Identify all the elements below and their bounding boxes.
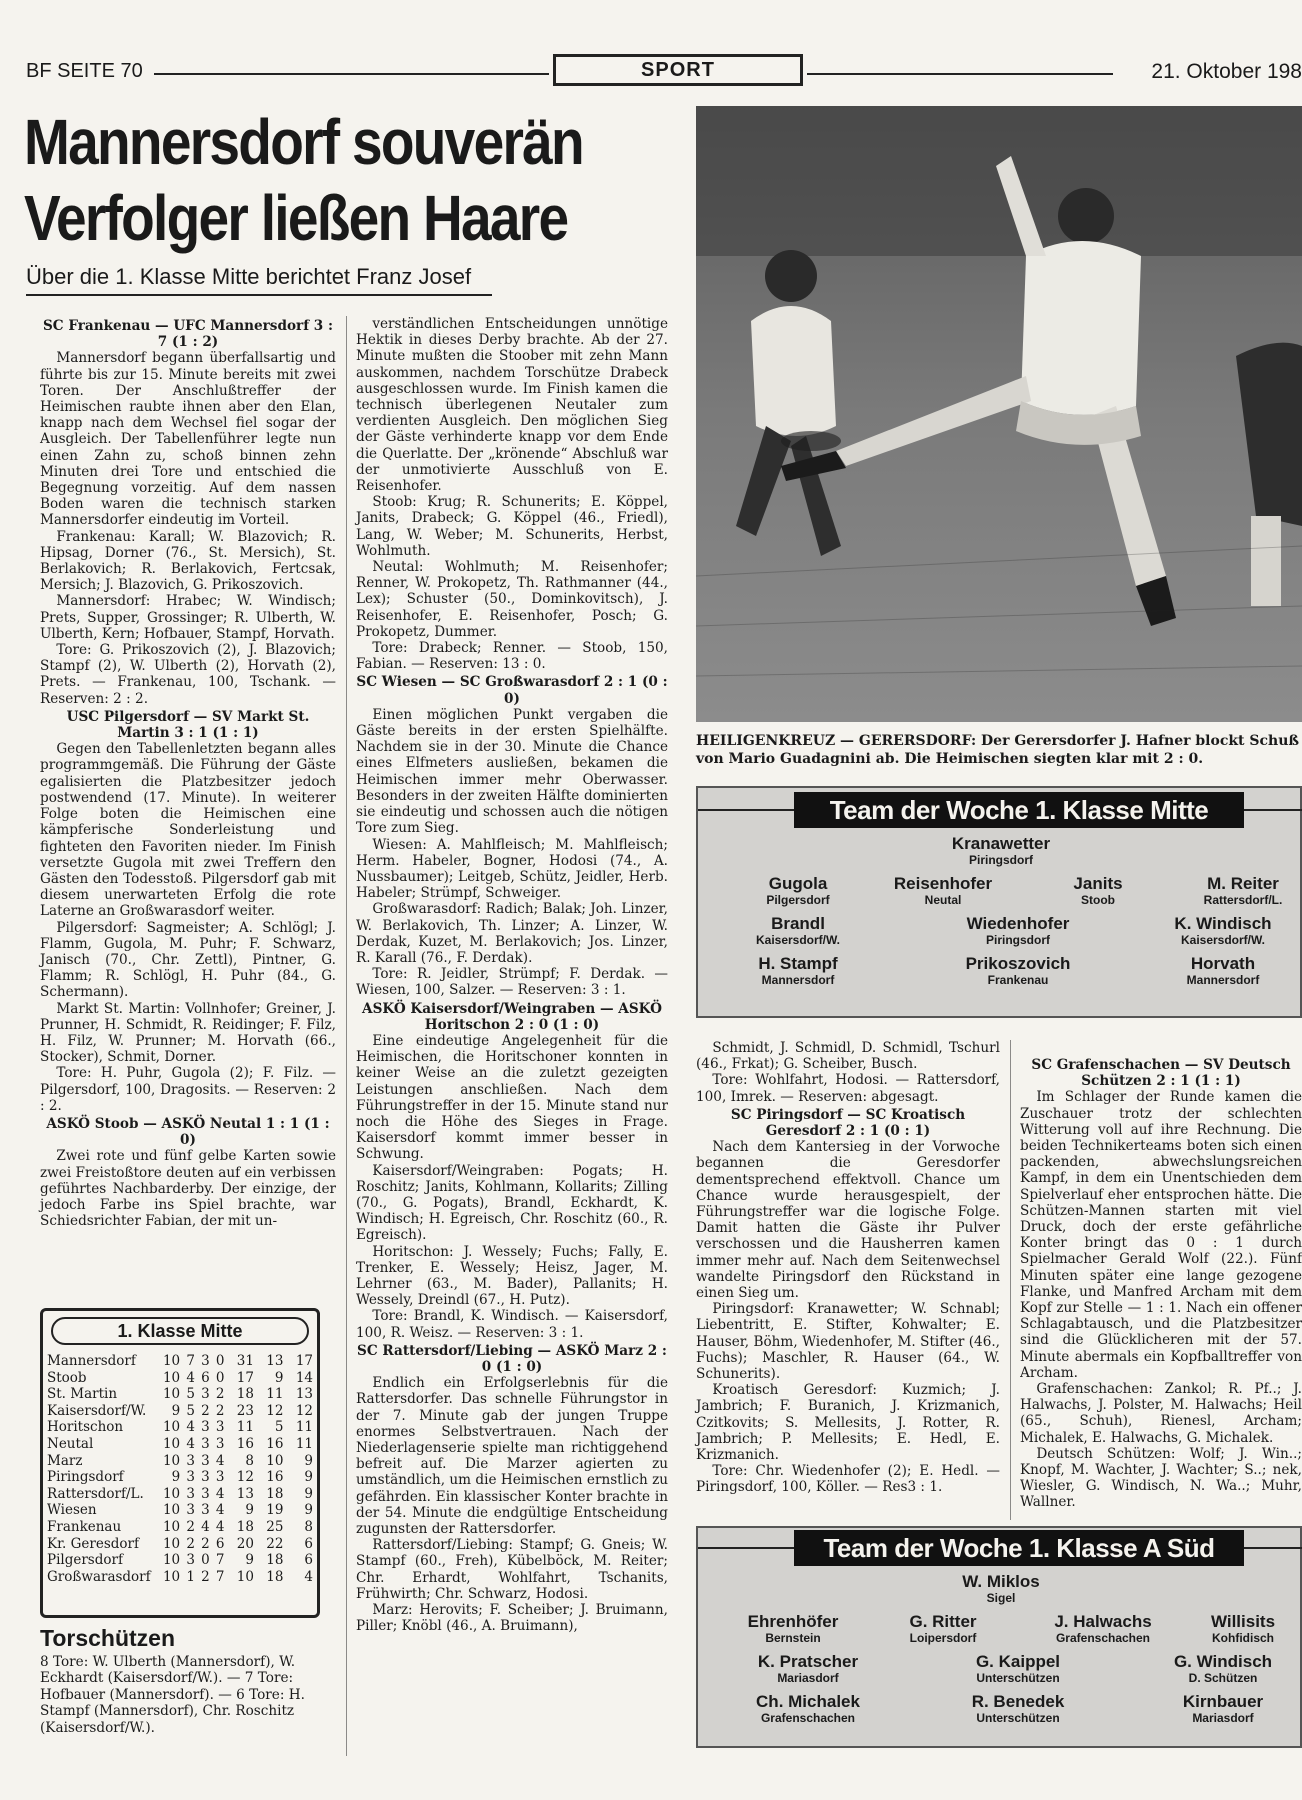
stat-cell: 3 xyxy=(215,1435,225,1452)
player-name: G. Windisch xyxy=(1173,1652,1273,1671)
team-player xyxy=(916,1572,1086,1605)
stat-cell: 4 xyxy=(304,1568,313,1585)
stat-cell: 4 xyxy=(186,1369,195,1386)
stat-cell: 0 xyxy=(215,1353,225,1369)
stat-cell: 2 xyxy=(186,1535,195,1552)
table-row xyxy=(47,1370,313,1387)
stat-cell: 3 xyxy=(186,1552,195,1569)
table-row xyxy=(47,1486,313,1503)
team-title-rule xyxy=(1244,809,1302,811)
player-club: Neutal xyxy=(924,893,962,907)
player-club: Kaisersdorf/W. xyxy=(1180,933,1266,947)
table-row xyxy=(47,1386,313,1403)
stat-cell: 12 xyxy=(266,1402,284,1419)
article-paragraph: verständlichen Entscheidungen unnötige Hektik in dieses Derby brachte. Ab der 27. Minute mußten die Stoober mit zehn Mann auskommen, nachdem Torschütze Drabeck ausgeschlossen wurde. Im Finish kamen die technisch überlegenen Neutaler zum verdienten Ausgleich. Den möglichen Sieg der Gäste verhinderte knapp vor dem Ende die Querlatte. Der „krönende“ Abschluß war der unmotivierte Ausschluß von E. Reisenhofer. xyxy=(356,316,668,495)
team-player xyxy=(1138,1692,1302,1725)
team-of-the-week-mitte xyxy=(696,786,1302,1018)
stat-cell: 22 xyxy=(266,1535,284,1552)
article-paragraph: Wiesen: A. Mahlfleisch; M. Mahlfleisch; Herm. Habeler, Bogner, Hodosi (74., A. Nussbaumer); Leitgeb, Schütz, Jeidler, Herb. Habeler; Strümpf, Schweiger. xyxy=(356,836,668,902)
article-paragraph: Neutal: Wohlmuth; M. Reisenhofer; Renner, W. Prokopetz, Th. Rathmanner (44., Lex); Schuster (50., Dominkovitsch), J. Reisenhofer, E. Reisenhofer, Posch; G. Prokopetz, Dummer. xyxy=(356,559,668,640)
stat-cell: 10 xyxy=(236,1568,254,1585)
page-number: BF SEITE 70 xyxy=(26,60,143,82)
team-name-cell: Kaisersdorf/W. xyxy=(47,1402,147,1419)
top-scorers-title: Torschützen xyxy=(40,1625,176,1651)
team-name-cell: Neutal xyxy=(47,1435,94,1452)
stat-cell: 10 xyxy=(162,1518,181,1535)
article-paragraph: Pilgersdorf: Sagmeister; A. Schlögl; J. Flamm, Gugola, M. Puhr; F. Schwarz, Janisch (70., Chr. Zettl), Pintner, G. Flamm; R. Schlögl, H. Puhr (84., G. Schermann). xyxy=(40,919,336,1001)
stat-cell: 10 xyxy=(162,1369,181,1386)
stat-cell: 2 xyxy=(215,1402,225,1419)
match-heading: USC Pilgersdorf — SV Markt St. Martin 3 : 1 (1 : 1) xyxy=(66,708,310,742)
article-paragraph: Grafenschachen: Zankol; R. Pf..; J. Halwachs, J. Polster, M. Halwachs; Heil (65., Schuh), Rienesl, Archam; Michalek, E. Halwachs, G. Michalek. xyxy=(1020,1381,1302,1446)
table-row xyxy=(47,1569,313,1586)
player-name: Willisits xyxy=(1210,1612,1276,1631)
team-player xyxy=(1138,1652,1302,1685)
team-player xyxy=(1138,914,1302,947)
article-column-1 xyxy=(40,316,336,1229)
stat-cell: 10 xyxy=(162,1535,181,1552)
team-name-cell: St. Martin xyxy=(47,1386,118,1403)
stat-cell: 6 xyxy=(201,1369,210,1386)
stat-cell: 4 xyxy=(186,1435,195,1452)
player-name: Wiedenhofer xyxy=(966,914,1070,933)
player-club: Mannersdorf xyxy=(761,973,835,987)
stat-cell: 7 xyxy=(186,1353,195,1369)
player-name: K. Pratscher xyxy=(757,1652,859,1671)
stat-cell: 3 xyxy=(186,1485,195,1502)
article-paragraph: Kaisersdorf/Weingraben: Pogats; H. Roschitz; Janits, Kohlmann, Kollarits; Zilling (70., G. Pogats), Brandl, Eckhardt, K. Windisch; H. Egreisch, Chr. Roschitz (60., R. Egreisch). xyxy=(356,1162,668,1244)
article-paragraph: Schmidt, J. Schmidl, D. Schmidl, Tschurl (46., Frkat); G. Scheiber, Busch. xyxy=(696,1040,1000,1073)
stat-cell: 10 xyxy=(162,1452,181,1469)
article-paragraph: Mannersdorf: Hrabec; W. Windisch; Prets, Supper, Grossinger; R. Ulberth, W. Ulberth, Kern; Hofbauer, Stampf, Horvath. xyxy=(40,593,336,642)
player-club: Mannersdorf xyxy=(1186,973,1260,987)
player-club: Grafenschachen xyxy=(1055,1631,1151,1645)
match-photo xyxy=(696,106,1302,722)
stat-cell: 8 xyxy=(245,1452,254,1469)
article-paragraph: Zwei rote und fünf gelbe Karten sowie zwei Freistoßtore deuten auf ein verbissen geführtes Nachbarderby. Der einzige, der jedoch Farbe ins Spiel brachte, war Schiedsrichter Fabian, der mit un- xyxy=(40,1148,336,1230)
article-paragraph: Rattersdorf/Liebing: Stampf; G. Gneis; W. Stampf (60., Freh), Kübelböck, M. Reiter; Chr. Erhardt, Wohlfahrt, Tschanits, Frühwirth; Chr. Schwarz, Hodosi. xyxy=(356,1537,668,1602)
stat-cell: 6 xyxy=(215,1535,225,1552)
player-club: Kaisersdorf/W. xyxy=(755,933,841,947)
stat-cell: 18 xyxy=(266,1552,284,1569)
team-name-cell: Rattersdorf/L. xyxy=(47,1485,144,1502)
article-paragraph: Eine eindeutige Angelegenheit für die Heimischen, die Horitschoner konnten in keiner Weise an die zuletzt gezeigten Leistungen anschließen. Nach dem Führungstreffer in der 15. Minute stand nur noch die Höhe des Sieges in Frage. Kaisersdorf kommt immer besser in Schwung. xyxy=(356,1032,668,1163)
player-name: Kranawetter xyxy=(951,834,1051,853)
player-name: M. Reiter xyxy=(1207,874,1279,893)
player-club: Rattersdorf/L. xyxy=(1203,893,1283,907)
article-paragraph: Marz: Herovits; F. Scheiber; J. Bruimann, Piller; Knöbl (46., A. Bruimann), xyxy=(356,1602,668,1635)
header-rule-right xyxy=(807,73,1113,75)
team-player xyxy=(713,954,883,987)
stat-cell: 4 xyxy=(186,1419,195,1436)
team-title-rule xyxy=(698,809,794,811)
table-row xyxy=(47,1419,313,1436)
stat-cell: 13 xyxy=(236,1485,254,1502)
article-paragraph: Tore: G. Prikoszovich (2), J. Blazovich; Stampf (2), W. Ulberth (2), Horvath (2), Prets. — Frankenau, 100, Tschank. — Reserven: 2 : 2. xyxy=(40,642,336,707)
player-name: J. Halwachs xyxy=(1054,1612,1152,1631)
article-column-2 xyxy=(356,316,668,1634)
stat-cell: 12 xyxy=(295,1402,313,1419)
player-club: Mariasdorf xyxy=(1192,1711,1254,1725)
team-name-cell: Frankenau xyxy=(47,1518,122,1535)
table-row xyxy=(47,1552,313,1569)
team-player xyxy=(858,1612,1028,1645)
stat-cell: 4 xyxy=(215,1518,225,1535)
article-paragraph: Tore: Wohlfahrt, Hodosi. — Rattersdorf, 100, Imrek. — Reserven: abgesagt. xyxy=(696,1072,1000,1105)
player-name: Gugola xyxy=(768,874,828,893)
player-club: Unterschützen xyxy=(976,1711,1060,1725)
stat-cell: 4 xyxy=(201,1518,210,1535)
stat-cell: 16 xyxy=(236,1435,254,1452)
stat-cell: 3 xyxy=(215,1419,225,1436)
stat-cell: 9 xyxy=(171,1469,181,1486)
article-paragraph: Tore: H. Puhr, Gugola (2); F. Filz. — Pilgersdorf, 100, Dragosits. — Reserven: 2 : 2. xyxy=(40,1065,336,1114)
stat-cell: 2 xyxy=(201,1568,210,1585)
section-label: SPORT xyxy=(553,54,803,86)
article-paragraph: Gegen den Tabellenletzten begann alles programmgemäß. Die Führung der Gäste egalisierten die Platzbesitzer jedoch postwendend (17. Minute). In weiterer Folge boten die Heimischen eine kämpferische Sonderleistung und fighteten den Favoriten nieder. Im Finish versetzte Gugola mit zwei Treffern den Gästen den Todesstoß. Pilgersdorf gab mit diesem unerwarteten Erfolg die rote Laterne an Großwarasdorf weiter. xyxy=(40,741,336,920)
player-name: K. Windisch xyxy=(1174,914,1272,933)
player-name: Ehrenhöfer xyxy=(747,1612,839,1631)
stat-cell: 18 xyxy=(236,1518,254,1535)
article-paragraph: Großwarasdorf: Radich; Balak; Joh. Linzer, W. Berlakovich, Th. Linzer; A. Linzer, W. Derdak, Kuzet, M. Berlakovich; Jos. Linzer, R. Karall (76., F. Derdak). xyxy=(356,901,668,966)
player-club: Mariasdorf xyxy=(777,1671,839,1685)
team-player xyxy=(1158,1612,1302,1645)
stat-cell: 3 xyxy=(201,1502,210,1519)
stat-cell: 4 xyxy=(215,1485,225,1502)
stat-cell: 11 xyxy=(266,1386,284,1403)
stat-cell: 1 xyxy=(186,1568,195,1585)
stat-cell: 10 xyxy=(162,1502,181,1519)
stat-cell: 9 xyxy=(304,1502,313,1519)
stat-cell: 2 xyxy=(186,1518,195,1535)
team-player xyxy=(933,1692,1103,1725)
stat-cell: 9 xyxy=(304,1452,313,1469)
article-paragraph: Tore: Brandl, K. Windisch. — Kaisersdorf, 100, R. Weisz. — Reserven: 3 : 1. xyxy=(356,1308,668,1341)
team-title-rule xyxy=(698,1547,794,1549)
player-name: Horvath xyxy=(1190,954,1256,973)
stat-cell: 3 xyxy=(186,1469,195,1486)
issue-date: 21. Oktober 198 xyxy=(1151,60,1302,83)
stat-cell: 14 xyxy=(295,1369,313,1386)
player-name: Reisenhofer xyxy=(893,874,993,893)
team-player xyxy=(723,1652,893,1685)
stat-cell: 16 xyxy=(266,1435,284,1452)
stat-cell: 9 xyxy=(171,1402,181,1419)
player-name: R. Benedek xyxy=(971,1692,1065,1711)
team-name-cell: Mannersdorf xyxy=(47,1353,136,1369)
top-scorers xyxy=(40,1624,330,1736)
stat-cell: 11 xyxy=(295,1435,313,1452)
stat-cell: 3 xyxy=(201,1469,210,1486)
stat-cell: 16 xyxy=(266,1469,284,1486)
stat-cell: 7 xyxy=(215,1552,225,1569)
stat-cell: 5 xyxy=(186,1402,195,1419)
player-club: Bernstein xyxy=(765,1631,821,1645)
article-paragraph: Im Schlager der Runde kamen die Zuschauer trotz der schlechten Witterung voll auf ihre Rechnung. Die beiden Technikerteams boten sich einen packenden, abwechslungsreichen Kampf, in dem ein Unentschieden dem Spielverlauf eher entsprochen hätte. Die Schützen-Mannen starten mit viel Druck, doch der erste gefährliche Konter bringt das 0 : 1 durch Spielmacher Gerald Wolf (22.). Fünf Minuten später eine lange gezogene Flanke, und Manfred Archam mit dem Kopf zur Stelle — 1 : 1. Nach ein offener Schlagabtausch, und die Platzbesitzer sind die Glücklicheren mit der 57. Minute abermals ein Kopfballtreffer von Archam. xyxy=(1020,1089,1302,1381)
article-column-4 xyxy=(1020,1055,1302,1511)
player-club: D. Schützen xyxy=(1188,1671,1258,1685)
match-heading: SC Frankenau — UFC Mannersdorf 3 : 7 (1 : 2) xyxy=(42,318,333,351)
player-name: Janits xyxy=(1073,874,1123,893)
stat-cell: 20 xyxy=(236,1535,254,1552)
stat-cell: 2 xyxy=(201,1535,210,1552)
team-name-cell: Piringsdorf xyxy=(47,1469,124,1486)
team-name-cell: Großwarasdorf xyxy=(47,1568,151,1585)
team-player xyxy=(933,914,1103,947)
player-club: Pilgersdorf xyxy=(766,893,830,907)
article-paragraph: Markt St. Martin: Vollnhofer; Greiner, J. Prunner, H. Schmidt, R. Reidinger; F. Filz, H. Filz, W. Prunner; M. Horvath (66., Stocker), Schmit, Dorner. xyxy=(40,1000,336,1066)
team-player xyxy=(933,1652,1103,1685)
team-of-the-week-a-sued-title: Team der Woche 1. Klasse A Süd xyxy=(794,1530,1244,1566)
article-paragraph: Einen möglichen Punkt vergaben die Gäste bereits in der ersten Spielhälfte. Nachdem sie in der 30. Minute die Chance eines Elfmeters ausließen, bekamen die Heimischen immer mehr Oberwasser. Besonders in der zweiten Hälfte dominierten sie eindeutig und schossen auch die nötigen Tore zum Sieg. xyxy=(356,706,668,837)
player-club: Stoob xyxy=(1081,893,1115,907)
stat-cell: 10 xyxy=(162,1419,181,1436)
stat-cell: 10 xyxy=(162,1568,181,1585)
match-heading: SC Rattersdorf/Liebing — ASKÖ Marz 2 : 0 (1 : 0) xyxy=(357,1342,667,1375)
stat-cell: 3 xyxy=(186,1502,195,1519)
table-row xyxy=(47,1519,313,1536)
match-heading: SC Wiesen — SC Großwarasdorf 2 : 1 (0 : 0) xyxy=(356,674,668,707)
stat-cell: 3 xyxy=(201,1435,210,1452)
player-club: Piringsdorf xyxy=(985,933,1050,947)
stat-cell: 3 xyxy=(201,1419,210,1436)
stat-cell: 10 xyxy=(162,1485,181,1502)
player-club: Sigel xyxy=(986,1591,1016,1605)
stat-cell: 10 xyxy=(162,1435,181,1452)
article-paragraph: Mannersdorf begann überfallsartig und führte bis zur 15. Minute bereits mit zwei Toren. Der Anschlußtreffer der Heimischen raubte ihnen aber den Elan, knapp nach dem Wechsel fiel sogar der Ausgleich. Der Tabellenführer legte nun einen Zahn zu, schoß binnen zehn Minuten drei Tore und entschied die Begegnung vorzeitig. Auf dem nassen Boden waren die technisch starken Mannersdorfer eindeutig im Vorteil. xyxy=(40,350,336,529)
article-paragraph: Tore: Chr. Wiedenhofer (2); E. Hedl. — Piringsdorf, 100, Köller. — Res3 : 1. xyxy=(696,1463,1000,1496)
team-name-cell: Kr. Geresdorf xyxy=(47,1535,140,1552)
article-column-3 xyxy=(696,1040,1000,1496)
player-name: H. Stampf xyxy=(758,954,838,973)
headline-line-1: Mannersdorf souverän xyxy=(24,106,583,178)
player-name: Ch. Michalek xyxy=(756,1692,860,1711)
player-name: Prikoszovich xyxy=(965,954,1071,973)
headline xyxy=(24,104,583,256)
stat-cell: 10 xyxy=(266,1452,284,1469)
table-row xyxy=(47,1453,313,1470)
stat-cell: 10 xyxy=(162,1386,181,1403)
stat-cell: 31 xyxy=(236,1353,254,1369)
column-divider xyxy=(1010,1040,1011,1520)
player-name: Brandl xyxy=(771,914,825,933)
player-club: Piringsdorf xyxy=(968,853,1033,867)
subheadline: Über die 1. Klasse Mitte berichtet Franz Josef xyxy=(26,264,492,296)
player-club: Grafenschachen xyxy=(760,1711,856,1725)
player-name: G. Kaippel xyxy=(975,1652,1061,1671)
stat-cell: 9 xyxy=(245,1502,254,1519)
player-club: Loipersdorf xyxy=(909,1631,977,1645)
team-player xyxy=(1158,874,1302,907)
team-of-the-week-mitte-title: Team der Woche 1. Klasse Mitte xyxy=(794,792,1244,828)
match-heading: SC Grafenschachen — SV Deutsch Schützen 2 : 1 (1 : 1) xyxy=(1031,1057,1291,1090)
football-action-photo xyxy=(696,106,1302,722)
page-header xyxy=(26,54,1302,88)
player-name: W. Miklos xyxy=(962,1572,1040,1591)
stat-cell: 25 xyxy=(266,1518,284,1535)
standings-table-box xyxy=(40,1308,320,1618)
stat-cell: 18 xyxy=(266,1485,284,1502)
match-heading: SC Piringsdorf — SC Kroatisch Geresdorf 2 : 1 (0 : 1) xyxy=(730,1106,966,1140)
article-paragraph: Endlich ein Erfolgserlebnis für die Rattersdorfer. Das schnelle Führungstor in der 7. Minute gab der jungen Truppe enormes Selbstvertrauen. Nach der Niederlagenserie spielte man richtiggehend befreit auf. Die Marzer agierten zu umständlich, um die Heimischen ernstlich zu gefährden. Ein klassischer Konter brachte in der 54. Minute die endgültige Entscheidung zugunsten der Rattersdorfer. xyxy=(356,1375,668,1538)
stat-cell: 3 xyxy=(201,1485,210,1502)
table-row xyxy=(47,1502,313,1519)
stat-cell: 17 xyxy=(236,1369,254,1386)
article-paragraph: Piringsdorf: Kranawetter; W. Schnabl; Liebentritt, E. Stifter, Kohwalter; E. Hauser, Böhm, Wiedenhofer, M. Stifter (46., Fuchs); Maschler, R. Hauser (64., W. Schunerits). xyxy=(696,1301,1000,1383)
team-name-cell: Horitschon xyxy=(47,1419,124,1436)
player-club: Frankenau xyxy=(987,973,1049,987)
player-club: Kohfidisch xyxy=(1212,1631,1274,1645)
stat-cell: 9 xyxy=(304,1485,313,1502)
team-player xyxy=(933,954,1103,987)
match-heading: ASKÖ Kaisersdorf/Weingraben — ASKÖ Horitschon 2 : 0 (1 : 0) xyxy=(362,1000,662,1033)
team-of-the-week-a-sued xyxy=(696,1526,1302,1748)
team-title-rule xyxy=(1244,1547,1302,1549)
stat-cell: 6 xyxy=(304,1535,313,1552)
team-name-cell: Stoob xyxy=(47,1369,87,1386)
stat-cell: 9 xyxy=(274,1369,284,1386)
stat-cell: 2 xyxy=(201,1402,210,1419)
header-rule-left xyxy=(154,73,549,75)
stat-cell: 4 xyxy=(215,1452,225,1469)
stat-cell: 3 xyxy=(215,1469,225,1486)
stat-cell: 11 xyxy=(295,1419,313,1436)
stat-cell: 5 xyxy=(186,1386,195,1403)
table-row xyxy=(47,1436,313,1453)
stat-cell: 19 xyxy=(266,1502,284,1519)
table-row xyxy=(47,1403,313,1420)
stat-cell: 8 xyxy=(304,1518,313,1535)
stat-cell: 10 xyxy=(162,1552,181,1569)
team-name-cell: Marz xyxy=(47,1452,83,1469)
stat-cell: 0 xyxy=(201,1552,210,1569)
article-paragraph: Nach dem Kantersieg in der Vorwoche begannen die Geresdorfer dementsprechend effektvoll. Chance um Chance wurde herausgespielt, der Führungstreffer war die logische Folge. Damit hatten die Gäste ihr Pulver verschossen und die Hausherren kamen immer mehr auf. Nach dem Seitenwechsel wandelte Piringsdorf den Rückstand in einen Sieg um. xyxy=(696,1139,1000,1302)
stat-cell: 3 xyxy=(201,1353,210,1369)
player-name: Kirnbauer xyxy=(1182,1692,1264,1711)
photo-caption: HEILIGENKREUZ — GERERSDORF: Der Gerersdorfer J. Hafner blockt Schuß von Mario Guadagnini ab. Die Heimischen siegten klar mit 2 : 0. xyxy=(696,733,1300,767)
article-paragraph: Horitschon: J. Wessely; Fuchs; Fally, E. Trenker, E. Wessely; Heisz, Jager, M. Lehrner (63., M. Bader), Pallanits; H. Wessely, Dreindl (67., H. Putz). xyxy=(356,1243,668,1309)
team-player xyxy=(1138,954,1302,987)
article-paragraph: Stoob: Krug; R. Schunerits; E. Köppel, Janits, Drabeck; G. Köppel (46., Friedl), Lang, W. Weber; M. Schunerits, Herbst, Wohlmuth. xyxy=(356,494,668,559)
stat-cell: 11 xyxy=(236,1419,254,1436)
team-player xyxy=(916,834,1086,867)
stat-cell: 3 xyxy=(201,1452,210,1469)
team-name-cell: Wiesen xyxy=(47,1502,97,1519)
stat-cell: 5 xyxy=(274,1419,284,1436)
stat-cell: 3 xyxy=(186,1452,195,1469)
stat-cell: 18 xyxy=(236,1386,254,1403)
stat-cell: 9 xyxy=(245,1552,254,1569)
table-row xyxy=(47,1536,313,1553)
article-paragraph: Tore: R. Jeidler, Strümpf; F. Derdak. — Wiesen, 100, Salzer. — Reserven: 3 : 1. xyxy=(356,966,668,999)
player-club: Unterschützen xyxy=(976,1671,1060,1685)
stat-cell: 0 xyxy=(215,1369,225,1386)
article-paragraph: Tore: Drabeck; Renner. — Stoob, 150, Fabian. — Reserven: 13 : 0. xyxy=(356,640,668,673)
stat-cell: 10 xyxy=(162,1353,181,1369)
team-name-cell: Pilgersdorf xyxy=(47,1552,123,1569)
article-paragraph: Frankenau: Karall; W. Blazovich; R. Hipsag, Dorner (76., St. Mersich), St. Berlakovich; R. Berlakovich, Fertcsak, Mersich; J. Blazovich, G. Prikoszovich. xyxy=(40,528,336,594)
team-player xyxy=(713,914,883,947)
stat-cell: 13 xyxy=(266,1353,284,1369)
stat-cell: 7 xyxy=(215,1568,225,1585)
stat-cell: 4 xyxy=(215,1502,225,1519)
article-paragraph: Deutsch Schützen: Wolf; J. Win..; Knopf, M. Wachter, J. Wachter; S..; nek, Wiesler, G. Windisch, N. Wa..; Muhr, Wallner. xyxy=(1020,1445,1302,1511)
team-player xyxy=(708,1612,878,1645)
stat-cell: 18 xyxy=(266,1568,284,1585)
table-row xyxy=(47,1469,313,1486)
headline-line-2: Verfolger ließen Haare xyxy=(24,182,568,254)
team-player xyxy=(858,874,1028,907)
stat-cell: 12 xyxy=(236,1469,254,1486)
article-paragraph: Kroatisch Geresdorf: Kuzmich; J. Jambrich; F. Buranich, J. Krizmanich, Czitkovits; S. Mellesits, J. Rotter, R. Jambrich; P. Mellesits; E. Hedl, E. Krizmanich. xyxy=(696,1382,1000,1464)
standings-table xyxy=(47,1353,313,1585)
table-row xyxy=(47,1353,313,1370)
player-name: G. Ritter xyxy=(909,1612,977,1631)
stat-cell: 9 xyxy=(304,1469,313,1486)
standings-title: 1. Klasse Mitte xyxy=(51,1317,309,1345)
column-divider xyxy=(346,316,347,1756)
top-scorers-text: 8 Tore: W. Ulberth (Mannersdorf), W. Eckhardt (Kaisersdorf/W.). — 7 Tore: Hofbauer (Mannersdorf). — 6 Tore: H. Stampf (Mannersdorf), Chr. Roschitz (Kaisersdorf/W.). xyxy=(40,1654,305,1736)
team-player xyxy=(723,1692,893,1725)
stat-cell: 2 xyxy=(215,1386,225,1403)
match-heading: ASKÖ Stoob — ASKÖ Neutal 1 : 1 (1 : 0) xyxy=(46,1115,330,1149)
stat-cell: 3 xyxy=(201,1386,210,1403)
stat-cell: 17 xyxy=(295,1353,313,1369)
stat-cell: 6 xyxy=(304,1552,313,1569)
stat-cell: 13 xyxy=(295,1386,313,1403)
stat-cell: 23 xyxy=(236,1402,254,1419)
